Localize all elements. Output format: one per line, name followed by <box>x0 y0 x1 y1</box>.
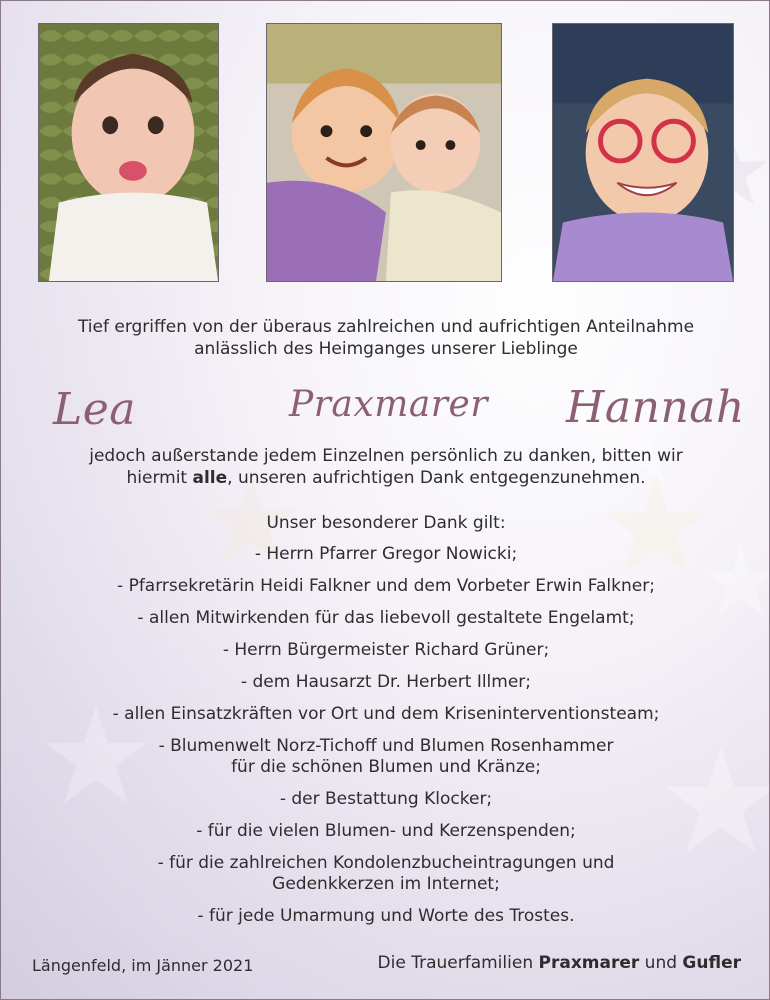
name-lea: Lea <box>53 384 136 435</box>
photo-baby-lea <box>38 23 219 282</box>
special-thanks-list <box>1 513 770 927</box>
intro-text <box>1 316 770 360</box>
thanks-item: Gedenkkerzen im Internet; <box>272 874 500 894</box>
signature-join: und <box>639 953 683 973</box>
message-text: hiermit <box>126 468 193 488</box>
family-gufler: Gufler <box>682 953 741 973</box>
baby-portrait-image <box>39 24 218 281</box>
thanks-item: - Herrn Bürgermeister Richard Grüner; <box>222 640 550 660</box>
place-and-date: Längenfeld, im Jänner 2021 <box>32 956 254 975</box>
family-name-praxmarer: Praxmarer <box>289 384 489 425</box>
girl-with-glasses-image <box>553 24 733 281</box>
signature-families <box>378 953 741 973</box>
thanks-item: - für die vielen Blumen- und Kerzenspenden; <box>196 821 576 841</box>
message-line-1: jedoch außerstande jedem Einzelnen persönlich zu danken, bitten wir <box>89 446 683 466</box>
signature-prefix: Die Trauerfamilien <box>377 953 539 973</box>
thanks-item: - allen Mitwirkenden für das liebevoll gestaltete Engelamt; <box>137 608 635 628</box>
thanks-item: für die schönen Blumen und Kränze; <box>231 757 541 777</box>
photo-girl-hannah <box>552 23 734 282</box>
thanks-item: - dem Hausarzt Dr. Herbert Illmer; <box>240 672 532 692</box>
intro-line-1: Tief ergriffen von der überaus zahlreichen und aufrichtigen Anteilnahme <box>77 317 695 337</box>
family-praxmarer: Praxmarer <box>538 953 640 973</box>
photo-siblings <box>266 23 502 282</box>
thanks-item: - allen Einsatzkräften vor Ort und dem Kriseninterventionsteam; <box>112 704 660 724</box>
siblings-image <box>267 24 501 281</box>
thanks-item: - Blumenwelt Norz-Tichoff und Blumen Rosenhammer <box>158 736 614 756</box>
thank-you-message <box>1 445 770 489</box>
message-text: , unseren aufrichtigen Dank entgegenzunehmen. <box>227 468 646 488</box>
message-line-2 <box>1 467 770 489</box>
name-hannah: Hannah <box>566 382 745 433</box>
thanks-item: - Herrn Pfarrer Gregor Nowicki; <box>254 544 518 564</box>
thanks-item: - für jede Umarmung und Worte des Trostes. <box>197 906 575 926</box>
message-emphasis-all: alle <box>192 468 228 488</box>
thanks-item: - Pfarrsekretärin Heidi Falkner und dem Vorbeter Erwin Falkner; <box>117 576 655 596</box>
thanks-item: - der Bestattung Klocker; <box>279 789 493 809</box>
thanks-item: - für die zahlreichen Kondolenzbucheintragungen und <box>157 853 615 873</box>
intro-line-2: anlässlich des Heimganges unserer Lieblinge <box>194 339 578 359</box>
thanks-heading: Unser besonderer Dank gilt: <box>266 513 506 533</box>
